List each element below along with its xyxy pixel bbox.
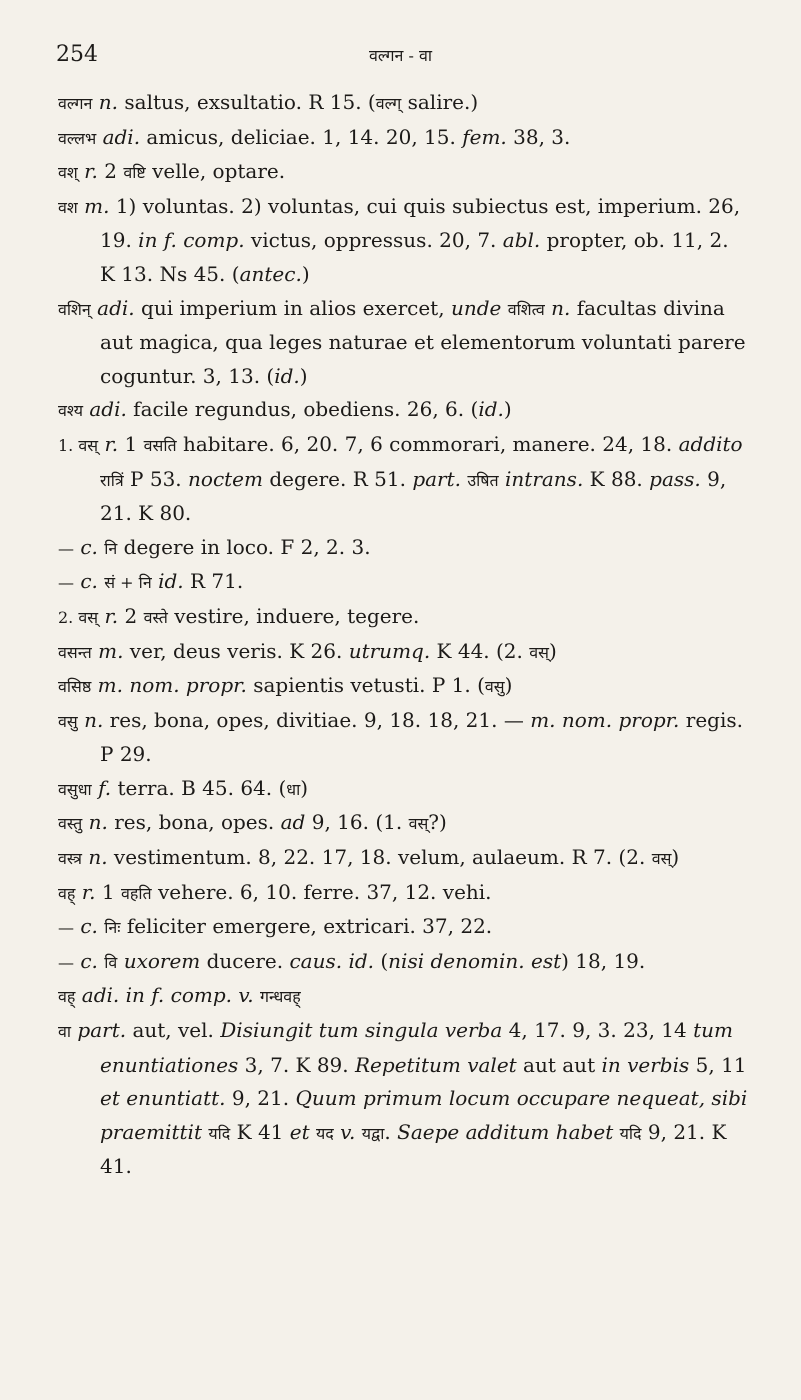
dictionary-entry xyxy=(58,121,748,156)
dictionary-entry xyxy=(58,1014,748,1184)
entry-italic-text: adi. xyxy=(89,397,127,422)
entry-italic-text: in verbis xyxy=(601,1052,690,1077)
entry-headword: 2. वस् xyxy=(58,607,99,627)
entry-text: 3, 7. K 89. xyxy=(238,1052,355,1077)
entry-text: 9, 21. xyxy=(225,1086,296,1111)
entry-text: 1 xyxy=(95,879,121,904)
entry-headword: 1. वस् xyxy=(58,435,99,455)
entry-devanagari-text: यद xyxy=(315,1123,334,1143)
entry-italic-text: id. xyxy=(478,397,504,422)
entry-text: ) xyxy=(504,673,513,698)
entry-italic-text: adi. xyxy=(102,124,141,149)
entry-devanagari-text: वशित्व xyxy=(507,299,545,319)
entry-text: 9, 21. K 80. xyxy=(100,466,727,526)
entry-devanagari-text: वस् xyxy=(408,814,429,834)
entry-devanagari-text: यदि xyxy=(208,1123,231,1143)
entry-text: 5, 11 xyxy=(689,1052,747,1077)
entry-headword: वस्त्र xyxy=(58,849,82,869)
entry-italic-text: et xyxy=(289,1119,310,1144)
entry-text: . xyxy=(384,1119,398,1144)
entry-text: saltus, exsultatio. R 15. ( xyxy=(118,90,376,114)
entry-headword: वसुधा xyxy=(58,779,92,799)
dictionary-entry xyxy=(58,876,748,911)
entry-italic-text: noctem xyxy=(188,466,263,491)
entry-text: ?) xyxy=(428,810,447,835)
entry-text: ) xyxy=(301,261,310,286)
entry-text: ducere. xyxy=(200,948,290,973)
entry-italic-text: adi. in f. comp. v. xyxy=(81,983,254,1008)
entry-devanagari-text: वि xyxy=(104,952,118,972)
dictionary-entry xyxy=(58,86,748,121)
entry-italic-text: m. xyxy=(98,638,124,663)
entry-italic-text: n. xyxy=(98,90,119,114)
entry-italic-text: id. xyxy=(158,569,184,594)
dictionary-entry xyxy=(58,669,748,704)
entry-text: aut, vel. xyxy=(126,1018,221,1043)
entry-text: victus, oppressus. 20, 7. xyxy=(244,228,503,253)
entry-text: res, bona, opes, divitiae. 9, 18. 18, 21. — xyxy=(103,707,531,732)
entry-headword: — xyxy=(58,918,74,938)
entry-italic-text: abl. xyxy=(502,228,541,253)
entry-italic-text: r. xyxy=(104,431,119,456)
entry-text: 9, 21. K 41. xyxy=(100,1119,727,1179)
entry-text: K 44. (2. xyxy=(430,638,530,663)
entry-italic-text: ad xyxy=(280,810,306,835)
entry-italic-text: r. xyxy=(84,159,98,184)
entry-text: degere in loco. F 2, 2. 3. xyxy=(117,534,371,559)
entry-italic-text: antec. xyxy=(239,261,302,286)
entry-headword: वसु xyxy=(58,711,78,731)
entry-text: R 71. xyxy=(183,569,244,594)
entry-italic-text: m. nom. propr. xyxy=(97,673,247,698)
entry-headword: वशिन् xyxy=(58,299,91,319)
entry-devanagari-text: वसु xyxy=(484,677,505,697)
dictionary-entry xyxy=(58,945,748,980)
entry-italic-text: m. nom. propr. xyxy=(530,707,680,732)
dictionary-entry xyxy=(58,910,748,945)
dictionary-entry xyxy=(58,841,748,876)
entry-headword: वह् xyxy=(58,883,76,903)
dictionary-entry xyxy=(58,772,748,807)
entry-devanagari-text: यदि xyxy=(619,1123,642,1143)
entry-italic-text: intrans. xyxy=(505,466,584,491)
entry-devanagari-text: धा xyxy=(286,779,301,799)
entry-text: K 88. xyxy=(583,466,650,491)
entry-text: facile regundus, obediens. 26, 6. ( xyxy=(126,397,479,422)
entry-devanagari-text: निः xyxy=(104,918,121,938)
entry-text: vestire, induere, tegere. xyxy=(167,603,420,628)
entry-italic-text: unde xyxy=(450,295,502,320)
entry-italic-text: part. xyxy=(412,466,461,491)
running-head: वल्गन - वा xyxy=(368,46,433,65)
entry-italic-text: Saepe additum habet xyxy=(397,1119,614,1144)
entry-italic-text: tum enuntiationes xyxy=(100,1018,733,1077)
entry-devanagari-text: वहति xyxy=(120,883,152,903)
entry-headword: वसिष्ठ xyxy=(58,677,92,697)
page-header xyxy=(56,42,745,74)
entry-text: K 41 xyxy=(230,1119,290,1144)
entry-text: 2 xyxy=(118,603,144,628)
entry-text: ) xyxy=(299,363,308,388)
entry-text: habitare. 6, 20. 7, 6 commorari, manere. 24, 18. xyxy=(176,431,679,456)
entry-italic-text: n. xyxy=(88,845,108,870)
entry-headword: वश xyxy=(58,197,78,217)
entry-text: ) 18, 19. xyxy=(561,948,646,973)
entry-italic-text: part. xyxy=(77,1018,127,1043)
entry-text: terra. B 45. 64. ( xyxy=(111,775,287,800)
entry-headword: वश्य xyxy=(58,401,83,421)
entry-italic-text: n. xyxy=(84,707,104,732)
entry-text: vehere. 6, 10. ferre. 37, 12. vehi. xyxy=(151,879,492,904)
entry-headword: वसन्त xyxy=(58,642,92,662)
dictionary-entry xyxy=(58,565,748,600)
dictionary-entry xyxy=(58,292,748,394)
entry-italic-text: Disiungit tum singula verba xyxy=(220,1018,503,1043)
entry-italic-text: fem. xyxy=(462,124,507,149)
entry-italic-text: in f. comp. xyxy=(138,228,245,253)
entry-text: ) xyxy=(503,397,512,422)
entry-devanagari-text: वसति xyxy=(143,435,177,455)
entry-text: 9, 16. (1. xyxy=(305,810,409,835)
entry-headword: वल्लभ xyxy=(58,128,97,148)
dictionary-entry xyxy=(58,806,748,841)
entry-devanagari-text: नि xyxy=(104,538,118,558)
entry-headword: वह् xyxy=(58,987,76,1007)
dictionary-entry xyxy=(58,635,748,670)
entry-italic-text: c. xyxy=(80,948,98,973)
entry-headword: — xyxy=(58,952,74,972)
entry-italic-text: adi. xyxy=(97,295,135,320)
entry-text: salire.) xyxy=(401,90,479,114)
entry-text: aut aut xyxy=(516,1052,602,1077)
entry-text: velle, optare. xyxy=(145,159,286,184)
dictionary-entry xyxy=(58,393,748,428)
entry-italic-text: v. xyxy=(340,1119,356,1144)
dictionary-entry xyxy=(58,704,748,772)
entry-devanagari-text: वल्ग् xyxy=(375,94,402,113)
entry-italic-text: r. xyxy=(104,603,119,628)
entry-devanagari-text: सं + नि xyxy=(104,573,152,593)
entry-devanagari-text: यद्वा xyxy=(361,1123,385,1143)
entry-headword: — xyxy=(58,538,74,558)
entry-italic-text: utrumq. xyxy=(348,638,431,663)
entry-devanagari-text: वष्टि xyxy=(123,163,146,183)
entry-text: amicus, deliciae. 1, 14. 20, 15. xyxy=(140,124,463,149)
dictionary-entry xyxy=(58,979,748,1014)
entry-devanagari-text: रात्रिं xyxy=(100,470,124,490)
dictionary-entry xyxy=(58,428,748,531)
entry-italic-text: r. xyxy=(81,879,96,904)
entry-italic-text: pass. xyxy=(649,466,701,491)
entry-text: degere. R 51. xyxy=(262,466,413,491)
entry-italic-text: caus. id. xyxy=(289,948,374,973)
dictionary-entry xyxy=(58,190,748,292)
entry-italic-text: n. xyxy=(551,295,571,320)
entry-italic-text: f. xyxy=(98,775,112,800)
entry-italic-text: nisi denomin. est xyxy=(388,948,562,973)
entry-text: 38, 3. xyxy=(506,124,571,149)
entry-text: feliciter emergere, extricari. 37, 22. xyxy=(120,914,493,939)
entry-italic-text: c. xyxy=(80,914,98,939)
entry-italic-text: addito xyxy=(678,431,743,456)
entry-devanagari-text: उषित xyxy=(467,470,499,490)
dictionary-entry xyxy=(58,155,748,190)
entry-text: ) xyxy=(548,638,557,663)
entry-italic-text: m. xyxy=(84,193,110,218)
entry-headword: वस्तु xyxy=(58,814,83,834)
entry-text: ver, deus veris. K 26. xyxy=(123,638,349,663)
entry-text: ) xyxy=(300,775,309,800)
dictionary-entry xyxy=(58,600,748,635)
entry-headword: वश् xyxy=(58,163,78,183)
entry-text: propter, ob. 11, 2. K 13. Ns 45. ( xyxy=(100,228,729,286)
page-number: 254 xyxy=(56,42,98,67)
entry-text: 4, 17. 9, 3. 23, 14 xyxy=(502,1018,694,1043)
entry-italic-text: Repetitum valet xyxy=(355,1052,517,1077)
entry-devanagari-text: वस् xyxy=(651,849,672,869)
entry-text: regis. P 29. xyxy=(100,707,743,767)
entry-text: 1) voluntas. 2) voluntas, cui quis subiectus est, imperium. 26, 19. xyxy=(100,193,741,253)
entry-italic-text: c. xyxy=(80,569,98,594)
entry-text: 1 xyxy=(118,431,144,456)
entry-italic-text: c. xyxy=(80,534,98,559)
entry-text: P 53. xyxy=(123,466,189,491)
entry-italic-text: uxorem xyxy=(123,948,201,973)
entry-italic-text: n. xyxy=(88,810,108,835)
entry-text: 2 xyxy=(97,159,124,184)
entry-text: ( xyxy=(374,948,389,973)
entry-devanagari-text: वस्ते xyxy=(143,607,168,627)
dictionary-entry xyxy=(58,531,748,566)
entry-devanagari-text: गन्धवह् xyxy=(260,987,301,1007)
entry-headword: — xyxy=(58,573,74,593)
entry-italic-text: id. xyxy=(274,363,300,388)
entry-headword: वा xyxy=(58,1022,72,1042)
entry-devanagari-text: वस् xyxy=(529,642,549,662)
entry-headword: वल्गन xyxy=(58,94,93,113)
dictionary-entries xyxy=(58,86,748,1184)
entry-italic-text: et enuntiatt. xyxy=(100,1086,226,1111)
entry-italic-text: Quum primum locum occupare nequeat, sibi praemittit xyxy=(100,1086,748,1144)
entry-text: qui imperium in alios exercet, xyxy=(134,295,451,320)
entry-text: ) xyxy=(671,845,680,870)
entry-text: res, bona, opes. xyxy=(107,810,281,835)
entry-text: sapientis vetusti. P 1. ( xyxy=(246,673,485,698)
entry-text: vestimentum. 8, 22. 17, 18. velum, aulaeum. R 7. (2. xyxy=(107,845,652,870)
entry-text: facultas divina aut magica, qua leges naturae et elementorum voluntati parere coguntur. 3, 13. ( xyxy=(100,295,746,388)
